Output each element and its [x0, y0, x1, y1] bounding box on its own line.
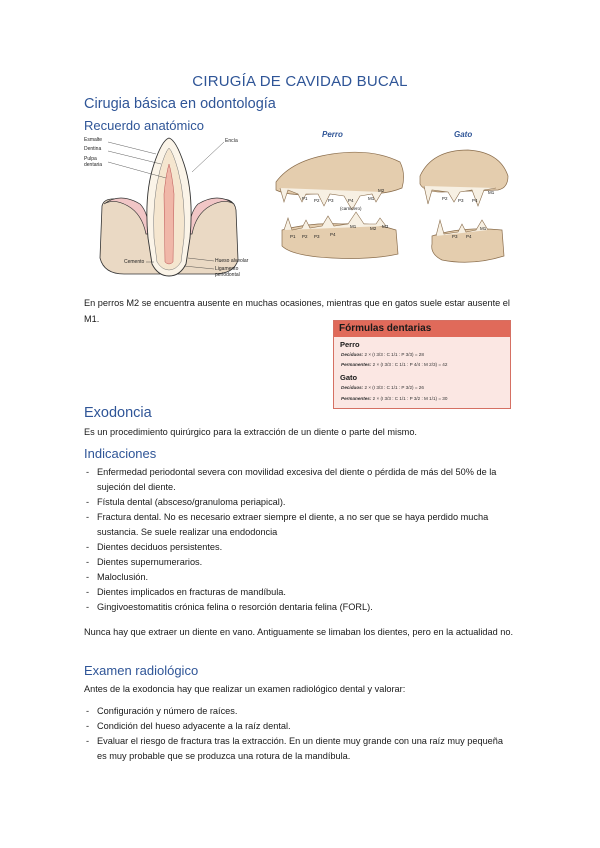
list-item: - Configuración y número de raíces. — [84, 704, 514, 719]
dog-lower-tooth-m3: M3 — [382, 224, 389, 229]
formula-dog-permanent — [341, 362, 447, 367]
list-item: - Dientes implicados en fracturas de mandíbula. — [84, 585, 514, 600]
cat-upper-tooth-p2: P2 — [442, 196, 448, 201]
label-hueso-alveolar: Hueso alveolar — [215, 258, 249, 264]
tooth-anatomy-illustration — [84, 134, 254, 284]
list-item: - Gingivoestomatitis crónica felina o resorción dentaria felina (FORL). — [84, 600, 514, 615]
label-pulpa: Pulpa dentaria — [84, 156, 103, 168]
cat-skull-label: Gato — [454, 130, 473, 139]
skull-illustration — [272, 126, 512, 278]
indicaciones-note: Nunca hay que extraer un diente en vano. Antiguamente se limaban los dientes, pero en la actualidad no. — [84, 627, 514, 637]
list-item: - Fractura dental. No es necesario extraer siempre el diente, a no ser que se haya perdido mucha sustancia. Se suele realizar una endodoncia — [84, 510, 514, 540]
examen-list — [84, 704, 514, 764]
subheading-recuerdo-anatomico: Recuerdo anatómico — [84, 118, 204, 133]
formula-cat-heading: Gato — [340, 373, 358, 382]
dog-upper-tooth-p2: P2 — [314, 198, 320, 203]
list-item: - Maloclusión. — [84, 570, 514, 585]
formula-dog-permanent-label: Permanentes: — [341, 362, 372, 367]
formula-dog-deciduous-label: Deciduos: — [341, 352, 364, 357]
indicaciones-list — [84, 465, 514, 615]
label-esmalte: Esmalte — [84, 137, 103, 143]
list-item: - Evaluar el riesgo de fractura tras la extracción. En un diente muy grande con una raíz muy pequeña es muy probable que se produzca una rotura de la mandíbula. — [84, 734, 514, 764]
list-item: - Fístula dental (absceso/granuloma periapical). — [84, 495, 514, 510]
dog-carnassial-label: (carnicero) — [340, 206, 362, 211]
list-item: - Dientes supernumerarios. — [84, 555, 514, 570]
dog-lower-tooth-p1: P1 — [290, 234, 296, 239]
formula-dog-deciduous-value: 2 × (I 3/3 : C 1/1 : P 3/3) = 28 — [364, 352, 424, 357]
formula-dog-deciduous — [341, 352, 424, 357]
label-dentina: Dentina — [84, 146, 102, 152]
formula-cat-permanent-label: Permanentes: — [341, 396, 372, 401]
list-item: - Enfermedad periodontal severa con movilidad excesiva del diente o pérdida de más del 50% de la sujeción del diente. — [84, 465, 514, 495]
dog-upper-tooth-m1: M1 — [368, 196, 375, 201]
label-cemento: Cemento — [124, 259, 145, 265]
formula-cat-permanent-value: 2 × (I 3/3 : C 1/1 : P 3/2 : M 1/1) = 30 — [372, 396, 448, 401]
formula-cat-deciduous-label: Deciduos: — [341, 385, 364, 390]
dog-lower-tooth-m2: M2 — [370, 226, 377, 231]
examen-intro: Antes de la exodoncia hay que realizar un examen radiológico dental y valorar: — [84, 684, 406, 694]
anatomy-note: En perros M2 se encuentra ausente en muchas ocasiones, mientras que en gatos suele estar ausente el M1. — [84, 298, 510, 324]
subheading-indicaciones: Indicaciones — [84, 446, 157, 461]
section-heading-cirugia: Cirugia básica en odontología — [84, 96, 276, 112]
list-item: - Dientes deciduos persistentes. — [84, 540, 514, 555]
cat-upper-tooth-m1: M1 — [488, 190, 495, 195]
label-ligamento: Ligamento periodontal — [215, 266, 240, 278]
dog-upper-tooth-m2: M2 — [378, 188, 385, 193]
dog-upper-tooth-p3: P3 — [328, 198, 334, 203]
cat-lower-tooth-m1: M1 — [480, 226, 487, 231]
formula-dog-permanent-value: 2 × (I 3/3 : C 1/1 : P 4/4 : M 2/3) = 42 — [372, 362, 448, 367]
formula-box-title: Fórmulas dentarias — [334, 321, 510, 337]
formula-cat-deciduous — [341, 385, 424, 390]
formula-cat-permanent — [341, 396, 447, 401]
document-title: CIRUGÍA DE CAVIDAD BUCAL — [192, 73, 408, 90]
dog-lower-tooth-p4: P4 — [330, 232, 336, 237]
subheading-examen-radiologico: Examen radiológico — [84, 663, 199, 678]
dog-upper-tooth-p1: P1 — [302, 196, 308, 201]
formula-dog-heading: Perro — [340, 340, 360, 349]
cat-lower-tooth-p3: P3 — [452, 234, 458, 239]
dog-upper-tooth-p4: P4 — [348, 198, 354, 203]
dog-lower-tooth-p2: P2 — [302, 234, 308, 239]
dog-skull-label: Perro — [322, 130, 343, 139]
dental-formula-box — [333, 320, 511, 409]
cat-upper-tooth-p3: P3 — [458, 198, 464, 203]
dog-lower-tooth-p3: P3 — [314, 234, 320, 239]
cat-upper-tooth-p4: P4 — [472, 198, 478, 203]
section-heading-exodoncia: Exodoncia — [84, 405, 152, 421]
list-item: - Condición del hueso adyacente a la raíz dental. — [84, 719, 514, 734]
label-encia: Encía — [225, 138, 238, 144]
exodoncia-definition: Es un procedimiento quirúrgico para la extracción de un diente o parte del mismo. — [84, 427, 417, 437]
dog-lower-tooth-m1: M1 — [350, 224, 357, 229]
formula-cat-deciduous-value: 2 × (I 3/3 : C 1/1 : P 3/2) = 26 — [364, 385, 424, 390]
cat-lower-tooth-p4: P4 — [466, 234, 472, 239]
